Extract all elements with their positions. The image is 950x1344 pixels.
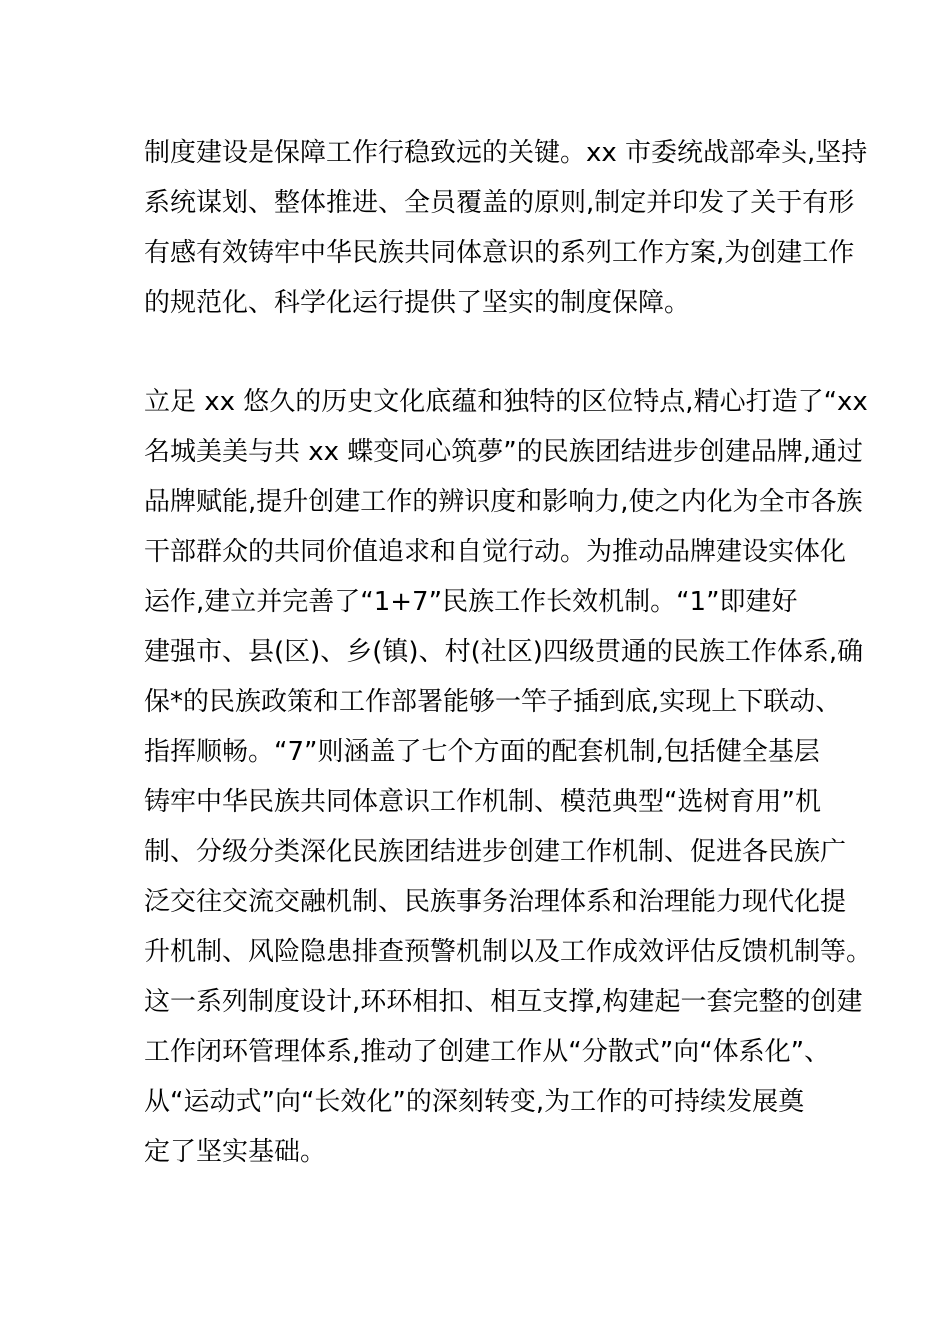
text-line: 泛交往交流交融机制、民族事务治理体系和治理能力现代化提	[144, 887, 847, 917]
text-line: 建强市、县(区)、乡(镇)、村(社区)四级贯通的民族工作体系,确	[144, 637, 864, 667]
text-line: 定了坚实基础。	[144, 1137, 327, 1167]
text-line: 的规范化、科学化运行提供了坚实的制度保障。	[144, 288, 691, 318]
text-line: 系统谋划、整体推进、全员覆盖的原则,制定并印发了关于有形	[144, 188, 855, 218]
text-line: 干部群众的共同价值追求和自觉行动。为推动品牌建设实体化	[144, 537, 847, 567]
text-line: 品牌赋能,提升创建工作的辨识度和影响力,使之内化为全市各族	[144, 487, 863, 517]
text-line: 立足 xx 悠久的历史文化底蕴和独特的区位特点,精心打造了“xx	[144, 387, 868, 417]
text-line: 铸牢中华民族共同体意识工作机制、模范典型“选树育用”机	[144, 787, 821, 817]
paragraph-system-building	[144, 128, 868, 328]
paragraph-brand-mechanism	[144, 377, 873, 1177]
text-line: 制、分级分类深化民族团结进步创建工作机制、促进各民族广	[144, 837, 847, 867]
text-line: 运作,建立并完善了“1+7”民族工作长效机制。“1”即建好	[144, 587, 798, 617]
text-line: 指挥顺畅。“7”则涵盖了七个方面的配套机制,包括健全基层	[144, 737, 820, 767]
text-line: 升机制、风险隐患排查预警机制以及工作成效评估反馈机制等。	[144, 937, 873, 967]
text-line: 名城美美与共 xx 蝶变同心筑夢”的民族团结进步创建品牌,通过	[144, 437, 864, 467]
text-line: 工作闭环管理体系,推动了创建工作从“分散式”向“体系化”、	[144, 1037, 831, 1067]
text-line: 制度建设是保障工作行稳致远的关键。xx 市委统战部牵头,坚持	[144, 138, 868, 168]
text-line: 有感有效铸牢中华民族共同体意识的系列工作方案,为创建工作	[144, 238, 855, 268]
text-line: 这一系列制度设计,环环相扣、相互支撑,构建起一套完整的创建	[144, 987, 863, 1017]
text-line: 保*的民族政策和工作部署能够一竿子插到底,实现上下联动、	[144, 687, 842, 717]
text-line: 从“运动式”向“长效化”的深刻转变,为工作的可持续发展奠	[144, 1087, 805, 1117]
